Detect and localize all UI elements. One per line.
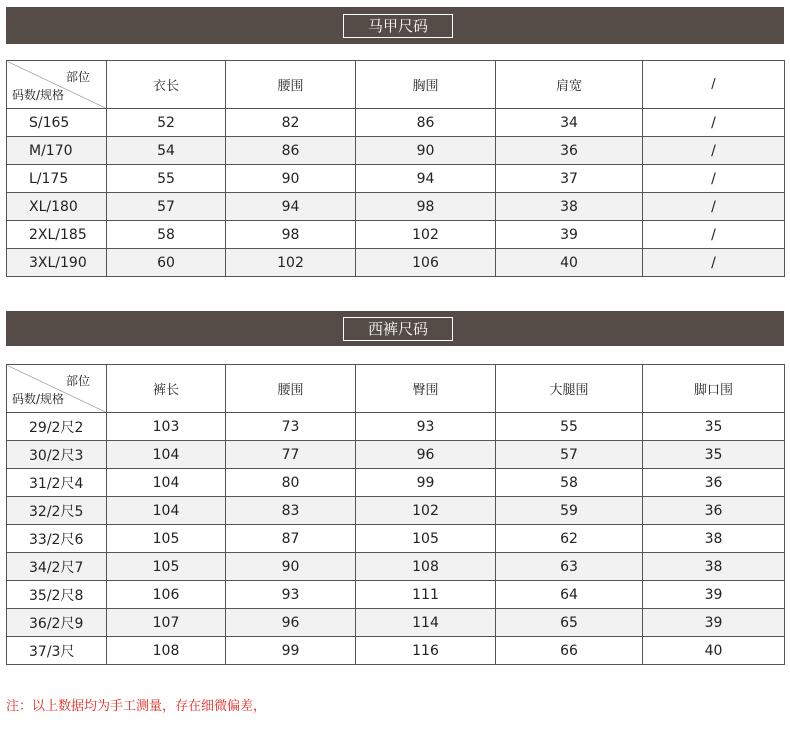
trousers-table-row bbox=[7, 581, 785, 609]
trousers-size-label: 32/2尺5 bbox=[7, 497, 107, 525]
vest-table-cell: / bbox=[643, 137, 785, 165]
vest-size-table bbox=[6, 60, 785, 277]
trousers-table-cell: 57 bbox=[496, 441, 643, 469]
trousers-table-row bbox=[7, 441, 785, 469]
trousers-table-cell: 99 bbox=[226, 637, 356, 665]
trousers-table-cell: 59 bbox=[496, 497, 643, 525]
trousers-size-label: 36/2尺9 bbox=[7, 609, 107, 637]
trousers-table-cell: 93 bbox=[226, 581, 356, 609]
trousers-table-cell: 93 bbox=[356, 413, 496, 441]
trousers-table-cell: 83 bbox=[226, 497, 356, 525]
vest-table-cell: 86 bbox=[356, 109, 496, 137]
vest-column-header: / bbox=[643, 61, 785, 109]
vest-column-header: 胸围 bbox=[356, 61, 496, 109]
trousers-column-header: 裤长 bbox=[107, 365, 226, 413]
vest-table-cell: 98 bbox=[226, 221, 356, 249]
vest-size-label: S/165 bbox=[7, 109, 107, 137]
vest-column-header: 衣长 bbox=[107, 61, 226, 109]
vest-table-row bbox=[7, 221, 785, 249]
trousers-table-cell: 36 bbox=[643, 469, 785, 497]
vest-table-cell: 102 bbox=[356, 221, 496, 249]
trousers-table-cell: 66 bbox=[496, 637, 643, 665]
trousers-section-title: 西裤尺码 bbox=[343, 317, 453, 341]
vest-section-banner bbox=[6, 7, 784, 44]
trousers-table-cell: 63 bbox=[496, 553, 643, 581]
trousers-column-header: 腰围 bbox=[226, 365, 356, 413]
trousers-table-cell: 39 bbox=[643, 581, 785, 609]
vest-table-cell: 36 bbox=[496, 137, 643, 165]
trousers-size-label: 30/2尺3 bbox=[7, 441, 107, 469]
vest-table-row bbox=[7, 249, 785, 277]
trousers-section-banner bbox=[6, 311, 784, 346]
vest-table-row bbox=[7, 193, 785, 221]
vest-table-cell: 86 bbox=[226, 137, 356, 165]
vest-table-cell: 60 bbox=[107, 249, 226, 277]
trousers-table-row bbox=[7, 469, 785, 497]
trousers-table-cell: 106 bbox=[107, 581, 226, 609]
vest-size-label: M/170 bbox=[7, 137, 107, 165]
trousers-table-cell: 35 bbox=[643, 441, 785, 469]
trousers-table-cell: 58 bbox=[496, 469, 643, 497]
trousers-table-cell: 108 bbox=[107, 637, 226, 665]
vest-header-row bbox=[7, 61, 785, 109]
trousers-table-cell: 116 bbox=[356, 637, 496, 665]
vest-table-cell: 37 bbox=[496, 165, 643, 193]
vest-section-title: 马甲尺码 bbox=[343, 14, 453, 38]
trousers-corner-bottom-label: 码数/规格 bbox=[12, 392, 65, 406]
vest-table-cell: 102 bbox=[226, 249, 356, 277]
trousers-table-cell: 73 bbox=[226, 413, 356, 441]
trousers-table-cell: 108 bbox=[356, 553, 496, 581]
vest-corner-top-label: 部位 bbox=[65, 70, 90, 84]
trousers-table-cell: 96 bbox=[226, 609, 356, 637]
trousers-table-cell: 96 bbox=[356, 441, 496, 469]
trousers-table-row bbox=[7, 637, 785, 665]
trousers-table-cell: 104 bbox=[107, 469, 226, 497]
trousers-size-label: 34/2尺7 bbox=[7, 553, 107, 581]
trousers-table-cell: 80 bbox=[226, 469, 356, 497]
vest-table-cell: 98 bbox=[356, 193, 496, 221]
trousers-table-row bbox=[7, 497, 785, 525]
trousers-table-cell: 62 bbox=[496, 525, 643, 553]
trousers-table-cell: 105 bbox=[356, 525, 496, 553]
vest-size-label: XL/180 bbox=[7, 193, 107, 221]
trousers-table-cell: 107 bbox=[107, 609, 226, 637]
trousers-table-row bbox=[7, 525, 785, 553]
trousers-table-row bbox=[7, 413, 785, 441]
trousers-corner-top-label: 部位 bbox=[65, 374, 90, 388]
vest-corner-bottom-label: 码数/规格 bbox=[12, 88, 65, 102]
vest-table-cell: 54 bbox=[107, 137, 226, 165]
vest-table-cell: 38 bbox=[496, 193, 643, 221]
vest-table-cell: 58 bbox=[107, 221, 226, 249]
trousers-table-cell: 65 bbox=[496, 609, 643, 637]
vest-table-cell: 55 bbox=[107, 165, 226, 193]
trousers-size-label: 29/2尺2 bbox=[7, 413, 107, 441]
trousers-corner-cell bbox=[7, 365, 107, 413]
trousers-table-cell: 103 bbox=[107, 413, 226, 441]
vest-table-cell: 90 bbox=[226, 165, 356, 193]
trousers-table-cell: 102 bbox=[356, 497, 496, 525]
vest-table-cell: 82 bbox=[226, 109, 356, 137]
trousers-table-cell: 104 bbox=[107, 497, 226, 525]
vest-table-cell: 52 bbox=[107, 109, 226, 137]
trousers-column-header: 脚口围 bbox=[643, 365, 785, 413]
trousers-header-row bbox=[7, 365, 785, 413]
trousers-table-cell: 104 bbox=[107, 441, 226, 469]
vest-table-cell: 90 bbox=[356, 137, 496, 165]
trousers-table-cell: 39 bbox=[643, 609, 785, 637]
trousers-table-cell: 114 bbox=[356, 609, 496, 637]
trousers-table-cell: 77 bbox=[226, 441, 356, 469]
trousers-size-label: 33/2尺6 bbox=[7, 525, 107, 553]
trousers-size-label: 37/3尺 bbox=[7, 637, 107, 665]
trousers-size-table bbox=[6, 364, 785, 665]
trousers-table-cell: 105 bbox=[107, 553, 226, 581]
vest-table-cell: / bbox=[643, 249, 785, 277]
trousers-table-row bbox=[7, 609, 785, 637]
trousers-table-cell: 87 bbox=[226, 525, 356, 553]
vest-table-cell: 40 bbox=[496, 249, 643, 277]
trousers-table-cell: 111 bbox=[356, 581, 496, 609]
measurement-note: 注：以上数据均为手工测量，存在细微偏差， bbox=[6, 699, 267, 714]
vest-table-cell: 106 bbox=[356, 249, 496, 277]
trousers-table-cell: 105 bbox=[107, 525, 226, 553]
trousers-table-cell: 36 bbox=[643, 497, 785, 525]
vest-table-cell: / bbox=[643, 193, 785, 221]
trousers-table-cell: 55 bbox=[496, 413, 643, 441]
vest-table-row bbox=[7, 137, 785, 165]
trousers-table-cell: 99 bbox=[356, 469, 496, 497]
vest-table-cell: 39 bbox=[496, 221, 643, 249]
trousers-table-cell: 35 bbox=[643, 413, 785, 441]
vest-table-cell: 34 bbox=[496, 109, 643, 137]
vest-table-row bbox=[7, 165, 785, 193]
vest-table-cell: 57 bbox=[107, 193, 226, 221]
trousers-table-cell: 64 bbox=[496, 581, 643, 609]
trousers-size-label: 35/2尺8 bbox=[7, 581, 107, 609]
vest-table-cell: 94 bbox=[356, 165, 496, 193]
trousers-table-cell: 40 bbox=[643, 637, 785, 665]
vest-size-label: L/175 bbox=[7, 165, 107, 193]
vest-table-cell: / bbox=[643, 165, 785, 193]
vest-table-cell: / bbox=[643, 221, 785, 249]
vest-size-label: 3XL/190 bbox=[7, 249, 107, 277]
vest-column-header: 肩宽 bbox=[496, 61, 643, 109]
trousers-table-row bbox=[7, 553, 785, 581]
vest-corner-cell bbox=[7, 61, 107, 109]
trousers-table-cell: 38 bbox=[643, 553, 785, 581]
trousers-column-header: 大腿围 bbox=[496, 365, 643, 413]
trousers-column-header: 臀围 bbox=[356, 365, 496, 413]
vest-table-cell: 94 bbox=[226, 193, 356, 221]
trousers-table-cell: 38 bbox=[643, 525, 785, 553]
vest-table-cell: / bbox=[643, 109, 785, 137]
vest-size-label: 2XL/185 bbox=[7, 221, 107, 249]
trousers-table-cell: 90 bbox=[226, 553, 356, 581]
vest-column-header: 腰围 bbox=[226, 61, 356, 109]
vest-table-row bbox=[7, 109, 785, 137]
trousers-size-label: 31/2尺4 bbox=[7, 469, 107, 497]
